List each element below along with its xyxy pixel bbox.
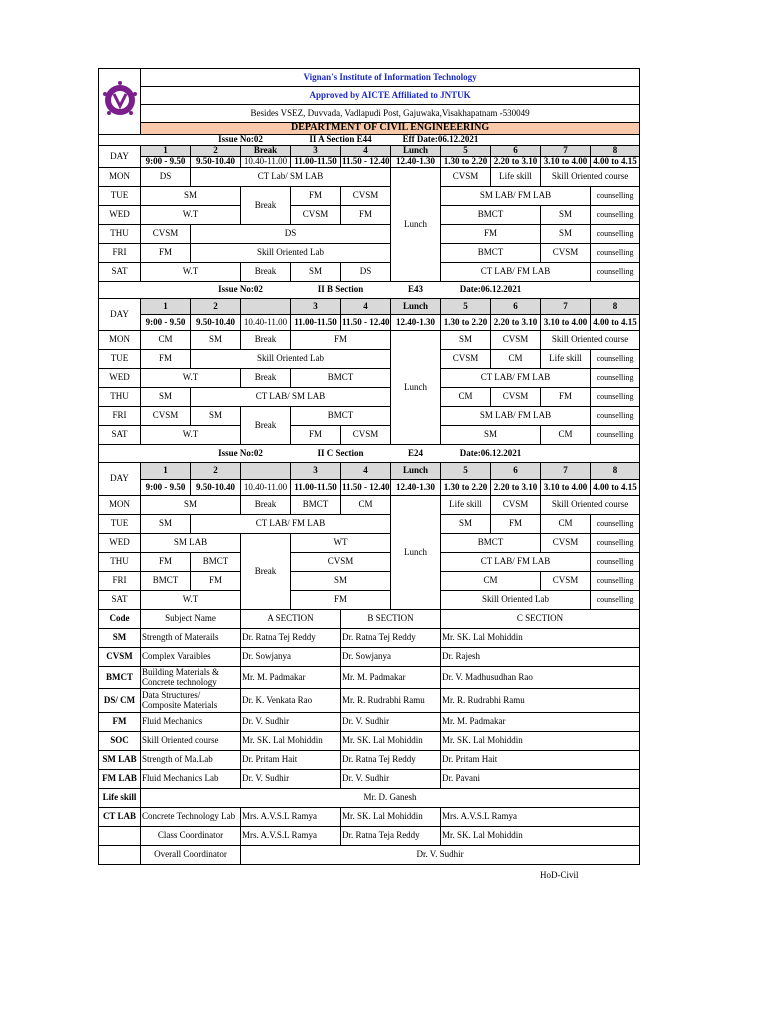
day-header: DAY: [99, 463, 141, 496]
subject-code: FM: [99, 713, 141, 732]
class-cell: CVSM: [291, 553, 391, 572]
period-8-header: 8: [591, 299, 640, 315]
faculty-b: Dr. V. Sudhir: [341, 713, 441, 732]
faculty-c: Dr. Rajesh: [441, 648, 640, 667]
class-cell: Skill Oriented course: [541, 168, 640, 187]
faculty-a: Dr. Sowjanya: [241, 648, 341, 667]
class-cell: SM: [141, 187, 241, 206]
subject-name: Complex Varaibles: [141, 648, 241, 667]
counselling-cell: counselling: [591, 591, 640, 610]
subject-code: FM LAB: [99, 770, 141, 789]
faculty-b: Dr. Ratna Tej Reddy: [341, 629, 441, 648]
day-label: TUE: [99, 350, 141, 369]
day-label: TUE: [99, 515, 141, 534]
subject-code: SM LAB: [99, 751, 141, 770]
subject-code: CT LAB: [99, 808, 141, 827]
break-cell: Break: [241, 187, 291, 225]
timetable-sheet: [98, 68, 639, 865]
time-slot: 4.00 to 4.15: [591, 480, 640, 496]
class-cell: FM: [291, 187, 341, 206]
time-slot: 3.10 to 4.00: [541, 480, 591, 496]
lunch-header: Lunch: [391, 299, 441, 315]
class-cell: DS: [141, 168, 191, 187]
counselling-cell: counselling: [591, 572, 640, 591]
time-slot: 9.50-10.40: [191, 315, 241, 331]
lifeskill-faculty: Mr. D. Ganesh: [141, 789, 640, 808]
room-c: E24: [391, 445, 441, 463]
lunch-cell: Lunch: [391, 168, 441, 282]
subject-code: CVSM: [99, 648, 141, 667]
break-header: [241, 299, 291, 315]
class-cell: FM: [541, 388, 591, 407]
class-cell: WT: [291, 534, 391, 553]
time-slot: 2.20 to 3.10: [491, 480, 541, 496]
day-label: FRI: [99, 407, 141, 426]
subject-name: Concrete Technology Lab: [141, 808, 241, 827]
class-cell: CVSM: [541, 534, 591, 553]
date-b: Date:06.12.2021: [441, 282, 541, 299]
room-b: E43: [391, 282, 441, 299]
class-cell: FM: [291, 591, 391, 610]
counselling-cell: counselling: [591, 187, 640, 206]
lunch-cell: Lunch: [391, 496, 441, 610]
class-cell: CVSM: [441, 350, 491, 369]
section-a-label: II A Section E44: [291, 135, 391, 146]
issue-no-a: Issue No:02: [191, 135, 291, 146]
department-title: DEPARTMENT OF CIVIL ENGINEEERING: [141, 123, 640, 135]
timetable: [98, 68, 640, 865]
class-cell: FM: [341, 206, 391, 225]
subject-code: SOC: [99, 732, 141, 751]
period-2-header: 2: [191, 299, 241, 315]
time-slot: 10.40-11.00: [241, 315, 291, 331]
b-section-header: B SECTION: [341, 610, 441, 629]
time-slot: 1.30 to 2.20: [441, 315, 491, 331]
class-cell: W.T: [141, 206, 241, 225]
class-cell: BMCT: [291, 369, 391, 388]
class-cell: FM: [141, 350, 191, 369]
class-coordinator-label: Class Coordinator: [141, 827, 241, 846]
class-cell: CM: [341, 496, 391, 515]
faculty-b: Dr. Ratna Tej Reddy: [341, 751, 441, 770]
class-cell: Skill Oriented course: [541, 331, 640, 350]
overall-coordinator-name: Dr. V. Sudhir: [241, 846, 640, 865]
subject-name: Fluid Mechanics: [141, 713, 241, 732]
time-slot: 11.00-11.50: [291, 480, 341, 496]
faculty-b: Mr. R. Rudrabhi Ramu: [341, 689, 441, 713]
time-slot: 4.00 to 4.15: [591, 315, 640, 331]
class-cell: BMCT: [441, 534, 541, 553]
faculty-b: Dr. V. Sudhir: [341, 770, 441, 789]
time-slot: 12.40-1.30: [391, 315, 441, 331]
class-cell: BMCT: [441, 206, 541, 225]
period-8-header: 8: [591, 463, 640, 480]
class-cell: CT LAB/ FM LAB: [441, 369, 591, 388]
break-cell: Break: [241, 407, 291, 445]
lunch-header: Lunch: [391, 463, 441, 480]
period-7-header: 7: [541, 146, 591, 157]
time-slot: 1.30 to 2.20: [441, 157, 491, 168]
class-cell: FM: [141, 553, 191, 572]
faculty-a: Mr. SK. Lal Mohiddin: [241, 732, 341, 751]
period-7-header: 7: [541, 299, 591, 315]
day-label: THU: [99, 225, 141, 244]
class-cell: FM: [441, 225, 541, 244]
class-cell: FM: [291, 426, 341, 445]
class-cell: SM: [441, 515, 491, 534]
class-cell: CVSM: [541, 244, 591, 263]
counselling-cell: counselling: [591, 388, 640, 407]
subject-header: Subject Name: [141, 610, 241, 629]
class-cell: FM: [191, 572, 241, 591]
time-slot: 10.40-11.00: [241, 157, 291, 168]
day-label: TUE: [99, 187, 141, 206]
subject-code: SM: [99, 629, 141, 648]
a-section-header: A SECTION: [241, 610, 341, 629]
class-cell: SM: [291, 572, 391, 591]
class-cell: BMCT: [291, 496, 341, 515]
faculty-b: Mr. M. Padmakar: [341, 667, 441, 689]
faculty-c: Mrs. A.V.S.L Ramya: [441, 808, 640, 827]
faculty-c: Mr. R. Rudrabhi Ramu: [441, 689, 640, 713]
period-4-header: 4: [341, 299, 391, 315]
class-cell: BMCT: [191, 553, 241, 572]
day-header: DAY: [99, 299, 141, 331]
class-cell: SM: [291, 263, 341, 282]
overall-coordinator-label: Overall Coordinator: [141, 846, 241, 865]
subject-name: Building Materials & Concrete technology: [141, 667, 241, 689]
period-5-header: 5: [441, 463, 491, 480]
period-7-header: 7: [541, 463, 591, 480]
faculty-b: Dr. Sowjanya: [341, 648, 441, 667]
time-slot: 9:00 - 9.50: [141, 480, 191, 496]
class-cell: W.T: [141, 426, 241, 445]
class-cell: CM: [441, 572, 541, 591]
class-cell: BMCT: [141, 572, 191, 591]
class-cell: SM: [441, 426, 541, 445]
time-slot: 11.50 - 12.40: [342, 156, 390, 167]
faculty-a: Dr. V. Sudhir: [241, 713, 341, 732]
date-c: Date:06.12.2021: [441, 445, 541, 463]
period-2-header: 2: [191, 146, 241, 157]
class-cell: SM: [191, 331, 241, 350]
institute-name: Vignan's Institute of Information Technology: [141, 69, 640, 87]
subject-code: DS/ CM: [99, 689, 141, 713]
class-cell: FM: [491, 515, 541, 534]
class-cell: CVSM: [491, 331, 541, 350]
time-slot: 3.10 to 4.00: [541, 157, 591, 168]
class-cell: CM: [541, 426, 591, 445]
period-6-header: 6: [491, 299, 541, 315]
break-cell: Break: [241, 263, 291, 282]
break-cell: Break: [241, 369, 291, 388]
class-cell: CVSM: [141, 407, 191, 426]
day-label: FRI: [99, 244, 141, 263]
class-cell: BMCT: [441, 244, 541, 263]
faculty-a: Mr. M. Padmakar: [241, 667, 341, 689]
day-label: SAT: [99, 591, 141, 610]
class-cell: SM: [141, 388, 191, 407]
faculty-a: Mrs. A.V.S.L Ramya: [241, 808, 341, 827]
subject-name: Data Structures/ Composite Materials: [141, 689, 241, 713]
class-cell: Skill Oriented Lab: [441, 591, 591, 610]
approval-line: Approved by AICTE Affiliated to JNTUK: [141, 87, 640, 105]
day-label: WED: [99, 534, 141, 553]
class-cell: CT LAB/ FM LAB: [191, 515, 391, 534]
time-slot: 12.40-1.30: [391, 157, 441, 168]
class-cell: SM: [141, 496, 241, 515]
time-slot: 11.50 - 12.40: [341, 480, 391, 496]
section-c-label: II C Section: [291, 445, 391, 463]
class-cell: CVSM: [491, 496, 541, 515]
class-cell: Life skill: [541, 350, 591, 369]
class-cell: CVSM: [341, 426, 391, 445]
time-slot: 11.00-11.50: [291, 315, 341, 331]
subject-name: Strength of Materails: [141, 629, 241, 648]
period-8-header: 8: [591, 146, 640, 157]
day-label: MON: [99, 496, 141, 515]
class-cell: SM: [541, 225, 591, 244]
coordinator-a: Mrs. A.V.S.L Ramya: [241, 827, 341, 846]
period-5-header: 5: [441, 299, 491, 315]
class-cell: SM: [541, 206, 591, 225]
time-slot: 9:00 - 9.50: [141, 315, 191, 331]
class-cell: SM LAB/ FM LAB: [441, 407, 591, 426]
class-cell: Skill Oriented Lab: [191, 350, 391, 369]
counselling-cell: counselling: [591, 350, 640, 369]
subject-name: Fluid Mechanics Lab: [141, 770, 241, 789]
coordinator-c: Mr. SK. Lal Mohiddin: [441, 827, 640, 846]
break-cell: Break: [241, 331, 291, 350]
lunch-cell: Lunch: [391, 331, 441, 445]
time-slot: 4.00 to 4.15: [591, 157, 640, 168]
class-cell: BMCT: [291, 407, 391, 426]
period-1-header: 1: [141, 463, 191, 480]
day-label: SAT: [99, 263, 141, 282]
day-label: SAT: [99, 426, 141, 445]
college-logo: [99, 69, 141, 135]
day-label: THU: [99, 388, 141, 407]
class-cell: W.T: [141, 263, 241, 282]
subject-name: Strength of Ma.Lab: [141, 751, 241, 770]
class-cell: CVSM: [341, 187, 391, 206]
day-label: MON: [99, 168, 141, 187]
period-2-header: 2: [191, 463, 241, 480]
class-cell: DS: [341, 263, 391, 282]
day-label: WED: [99, 369, 141, 388]
counselling-cell: counselling: [591, 206, 640, 225]
lunch-header: Lunch: [391, 146, 441, 157]
counselling-cell: counselling: [591, 369, 640, 388]
class-cell: SM LAB/ FM LAB: [441, 187, 591, 206]
class-cell: CVSM: [491, 388, 541, 407]
time-slot: 1.30 to 2.20: [441, 480, 491, 496]
day-label: MON: [99, 331, 141, 350]
period-6-header: 6: [491, 146, 541, 157]
break-header: Break: [241, 146, 291, 157]
class-cell: FM: [141, 244, 191, 263]
counselling-cell: counselling: [591, 244, 640, 263]
period-3-header: 3: [291, 463, 341, 480]
faculty-a: Dr. Pritam Hait: [241, 751, 341, 770]
coordinator-b: Dr. Ratna Teja Reddy: [341, 827, 441, 846]
class-cell: CT LAB/ FM LAB: [441, 553, 591, 572]
break-cell: Break: [241, 496, 291, 515]
counselling-cell: counselling: [591, 225, 640, 244]
class-cell: DS: [191, 225, 391, 244]
break-cell: Break: [241, 534, 291, 610]
time-slot: 3.10 to 4.00: [541, 315, 591, 331]
class-cell: CM: [441, 388, 491, 407]
counselling-cell: counselling: [591, 553, 640, 572]
subject-name: Skill Oriented course: [141, 732, 241, 751]
class-cell: CVSM: [541, 572, 591, 591]
section-b-label: II B Section: [291, 282, 391, 299]
faculty-b: Mr. SK. Lal Mohiddin: [341, 808, 441, 827]
break-header: [241, 463, 291, 480]
issue-no-b: Issue No:02: [191, 282, 291, 299]
class-cell: CT LAB/ FM LAB: [441, 263, 591, 282]
day-label: WED: [99, 206, 141, 225]
counselling-cell: counselling: [591, 515, 640, 534]
period-3-header: 3: [291, 299, 341, 315]
subject-code: BMCT: [99, 667, 141, 689]
issue-no-c: Issue No:02: [191, 445, 291, 463]
class-cell: CVSM: [291, 206, 341, 225]
class-cell: CM: [541, 515, 591, 534]
faculty-a: Dr. V. Sudhir: [241, 770, 341, 789]
class-cell: SM: [441, 331, 491, 350]
faculty-a: Dr. Ratna Tej Reddy: [241, 629, 341, 648]
period-3-header: 3: [291, 146, 341, 157]
period-1-header: 1: [141, 146, 191, 157]
subject-code: Life skill: [99, 789, 141, 808]
class-cell: Life skill: [491, 168, 541, 187]
day-header: DAY: [99, 146, 141, 168]
faculty-c: Dr. Pavani: [441, 770, 640, 789]
class-cell: CM: [491, 350, 541, 369]
class-cell: SM LAB: [141, 534, 241, 553]
period-1-header: 1: [141, 299, 191, 315]
faculty-c: Mr. SK. Lal Mohiddin: [441, 732, 640, 751]
class-cell: FM: [291, 331, 391, 350]
faculty-c: Dr. V. Madhusudhan Rao: [441, 667, 640, 689]
date-a: Eff Date:06.12.2021: [391, 135, 491, 146]
class-cell: SM: [191, 407, 241, 426]
time-slot: 9.50-10.40: [191, 480, 241, 496]
counselling-cell: counselling: [591, 534, 640, 553]
class-cell: CVSM: [441, 168, 491, 187]
period-5-header: 5: [441, 146, 491, 157]
faculty-c: Mr. M. Padmakar: [441, 713, 640, 732]
time-slot: 10.40-11.00: [241, 480, 291, 496]
class-cell: Life skill: [441, 496, 491, 515]
period-6-header: 6: [491, 463, 541, 480]
class-cell: W.T: [141, 591, 241, 610]
class-cell: Skill Oriented Lab: [191, 244, 391, 263]
hod-signature: HoD-Civil: [540, 870, 579, 880]
class-cell: CT Lab/ SM LAB: [191, 168, 391, 187]
time-slot: 9:00 - 9.50: [141, 157, 191, 168]
class-cell: CM: [141, 331, 191, 350]
time-slot: 9.50-10.40: [191, 157, 241, 168]
code-header: Code: [99, 610, 141, 629]
faculty-b: Mr. SK. Lal Mohiddin: [341, 732, 441, 751]
period-4-header: 4: [341, 146, 391, 157]
class-cell: CT LAB/ SM LAB: [191, 388, 391, 407]
day-label: FRI: [99, 572, 141, 591]
period-4-header: 4: [341, 463, 391, 480]
day-label: THU: [99, 553, 141, 572]
class-cell: CVSM: [141, 225, 191, 244]
time-slot: 2.20 to 3.10: [491, 315, 541, 331]
c-section-header: C SECTION: [441, 610, 640, 629]
counselling-cell: counselling: [591, 407, 640, 426]
faculty-a: Dr. K. Venkata Rao: [241, 689, 341, 713]
counselling-cell: counselling: [591, 263, 640, 282]
time-slot: 11.50 - 12.40: [341, 315, 391, 331]
class-cell: SM: [141, 515, 191, 534]
faculty-c: Mr. SK. Lal Mohiddin: [441, 629, 640, 648]
class-cell: Skill Oriented course: [541, 496, 640, 515]
address-line: Besides VSEZ, Duvvada, Vadlapudi Post, Gajuwaka,Visakhapatnam -530049: [141, 105, 640, 123]
counselling-cell: counselling: [591, 426, 640, 445]
faculty-c: Dr. Pritam Hait: [441, 751, 640, 770]
time-slot: 12.40-1.30: [391, 480, 441, 496]
time-slot: 11.00-11.50: [291, 157, 341, 168]
time-slot: 2.20 to 3.10: [491, 157, 541, 168]
class-cell: W.T: [141, 369, 241, 388]
